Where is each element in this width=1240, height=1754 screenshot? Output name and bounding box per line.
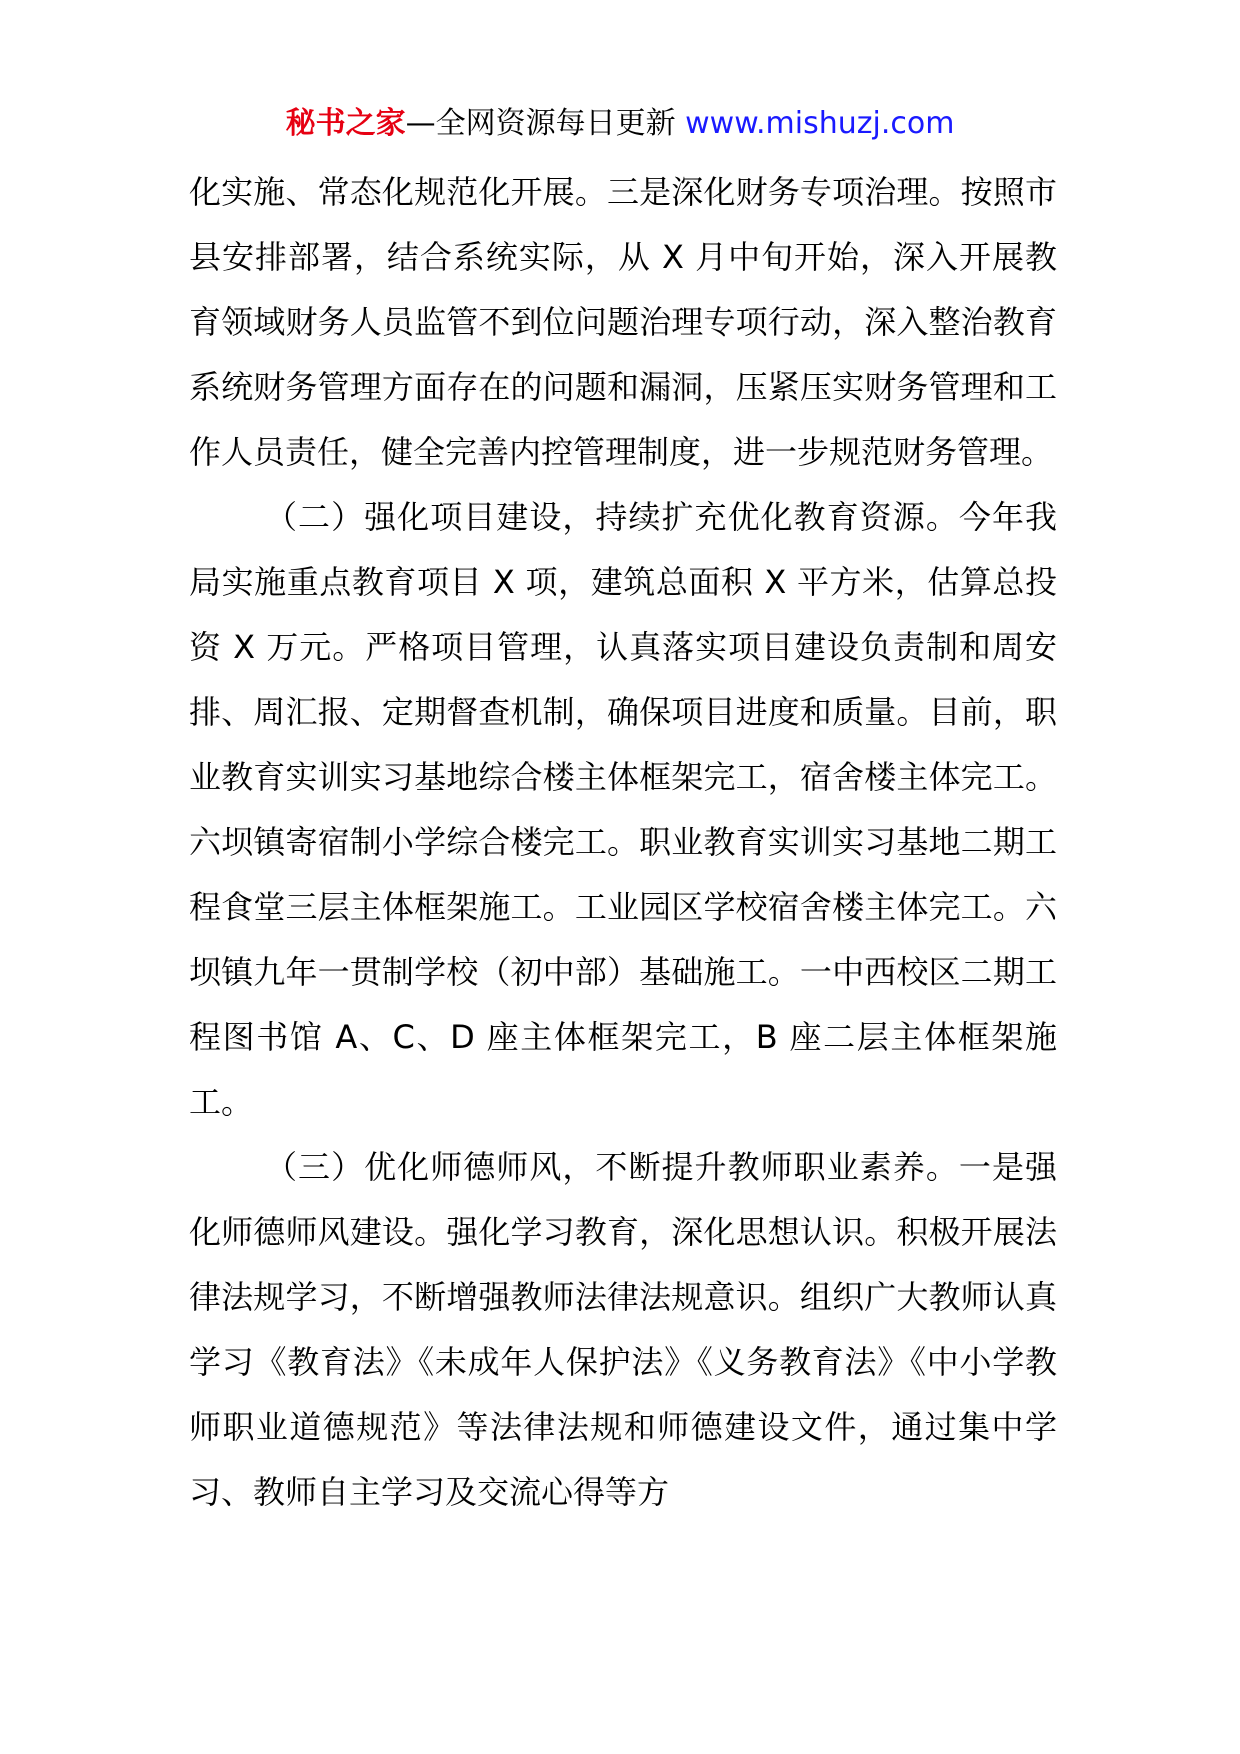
page-header [0, 104, 1240, 144]
site-url-link[interactable]: www.mishuzj.com [685, 106, 955, 141]
document-body [189, 160, 1057, 1525]
header-tagline: —全网资源每日更新 [405, 106, 676, 141]
paragraph-section-2: （二）强化项目建设，持续扩充优化教育资源。今年我局实施重点教育项目 X 项，建筑总面积 X 平方米，估算总投资 X 万元。严格项目管理，认真落实项目建设负责制和周安排、周汇报、定期督查机制，确保项目进度和质量。目前，职业教育实训实习基地综合楼主体框架完工，宿舍楼主体完工。六坝镇寄宿制小学综合楼完工。职业教育实训实习基地二期工程食堂三层主体框架施工。工业园区学校宿舍楼主体完工。六坝镇九年一贯制学校（初中部）基础施工。一中西校区二期工程图书馆 A、C、D 座主体框架完工，B 座二层主体框架施工。 [189, 498, 1057, 1121]
brand-name: 秘书之家 [285, 106, 406, 141]
paragraph-continued: 化实施、常态化规范化开展。三是深化财务专项治理。按照市县安排部署，结合系统实际，从 X 月中旬开始，深入开展教育领域财务人员监管不到位问题治理专项行动，深入整治教育系统财务管理方面存在的问题和漏洞，压紧压实财务管理和工作人员责任，健全完善内控管理制度，进一步规范财务管理。 [189, 173, 1057, 471]
paragraph-section-3: （三）优化师德师风，不断提升教师职业素养。一是强化师德师风建设。强化学习教育，深化思想认识。积极开展法律法规学习，不断增强教师法律法规意识。组织广大教师认真学习《教育法》《未成年人保护法》《义务教育法》《中小学教师职业道德规范》等法律法规和师德建设文件，通过集中学习、教师自主学习及交流心得等方 [189, 1148, 1057, 1511]
